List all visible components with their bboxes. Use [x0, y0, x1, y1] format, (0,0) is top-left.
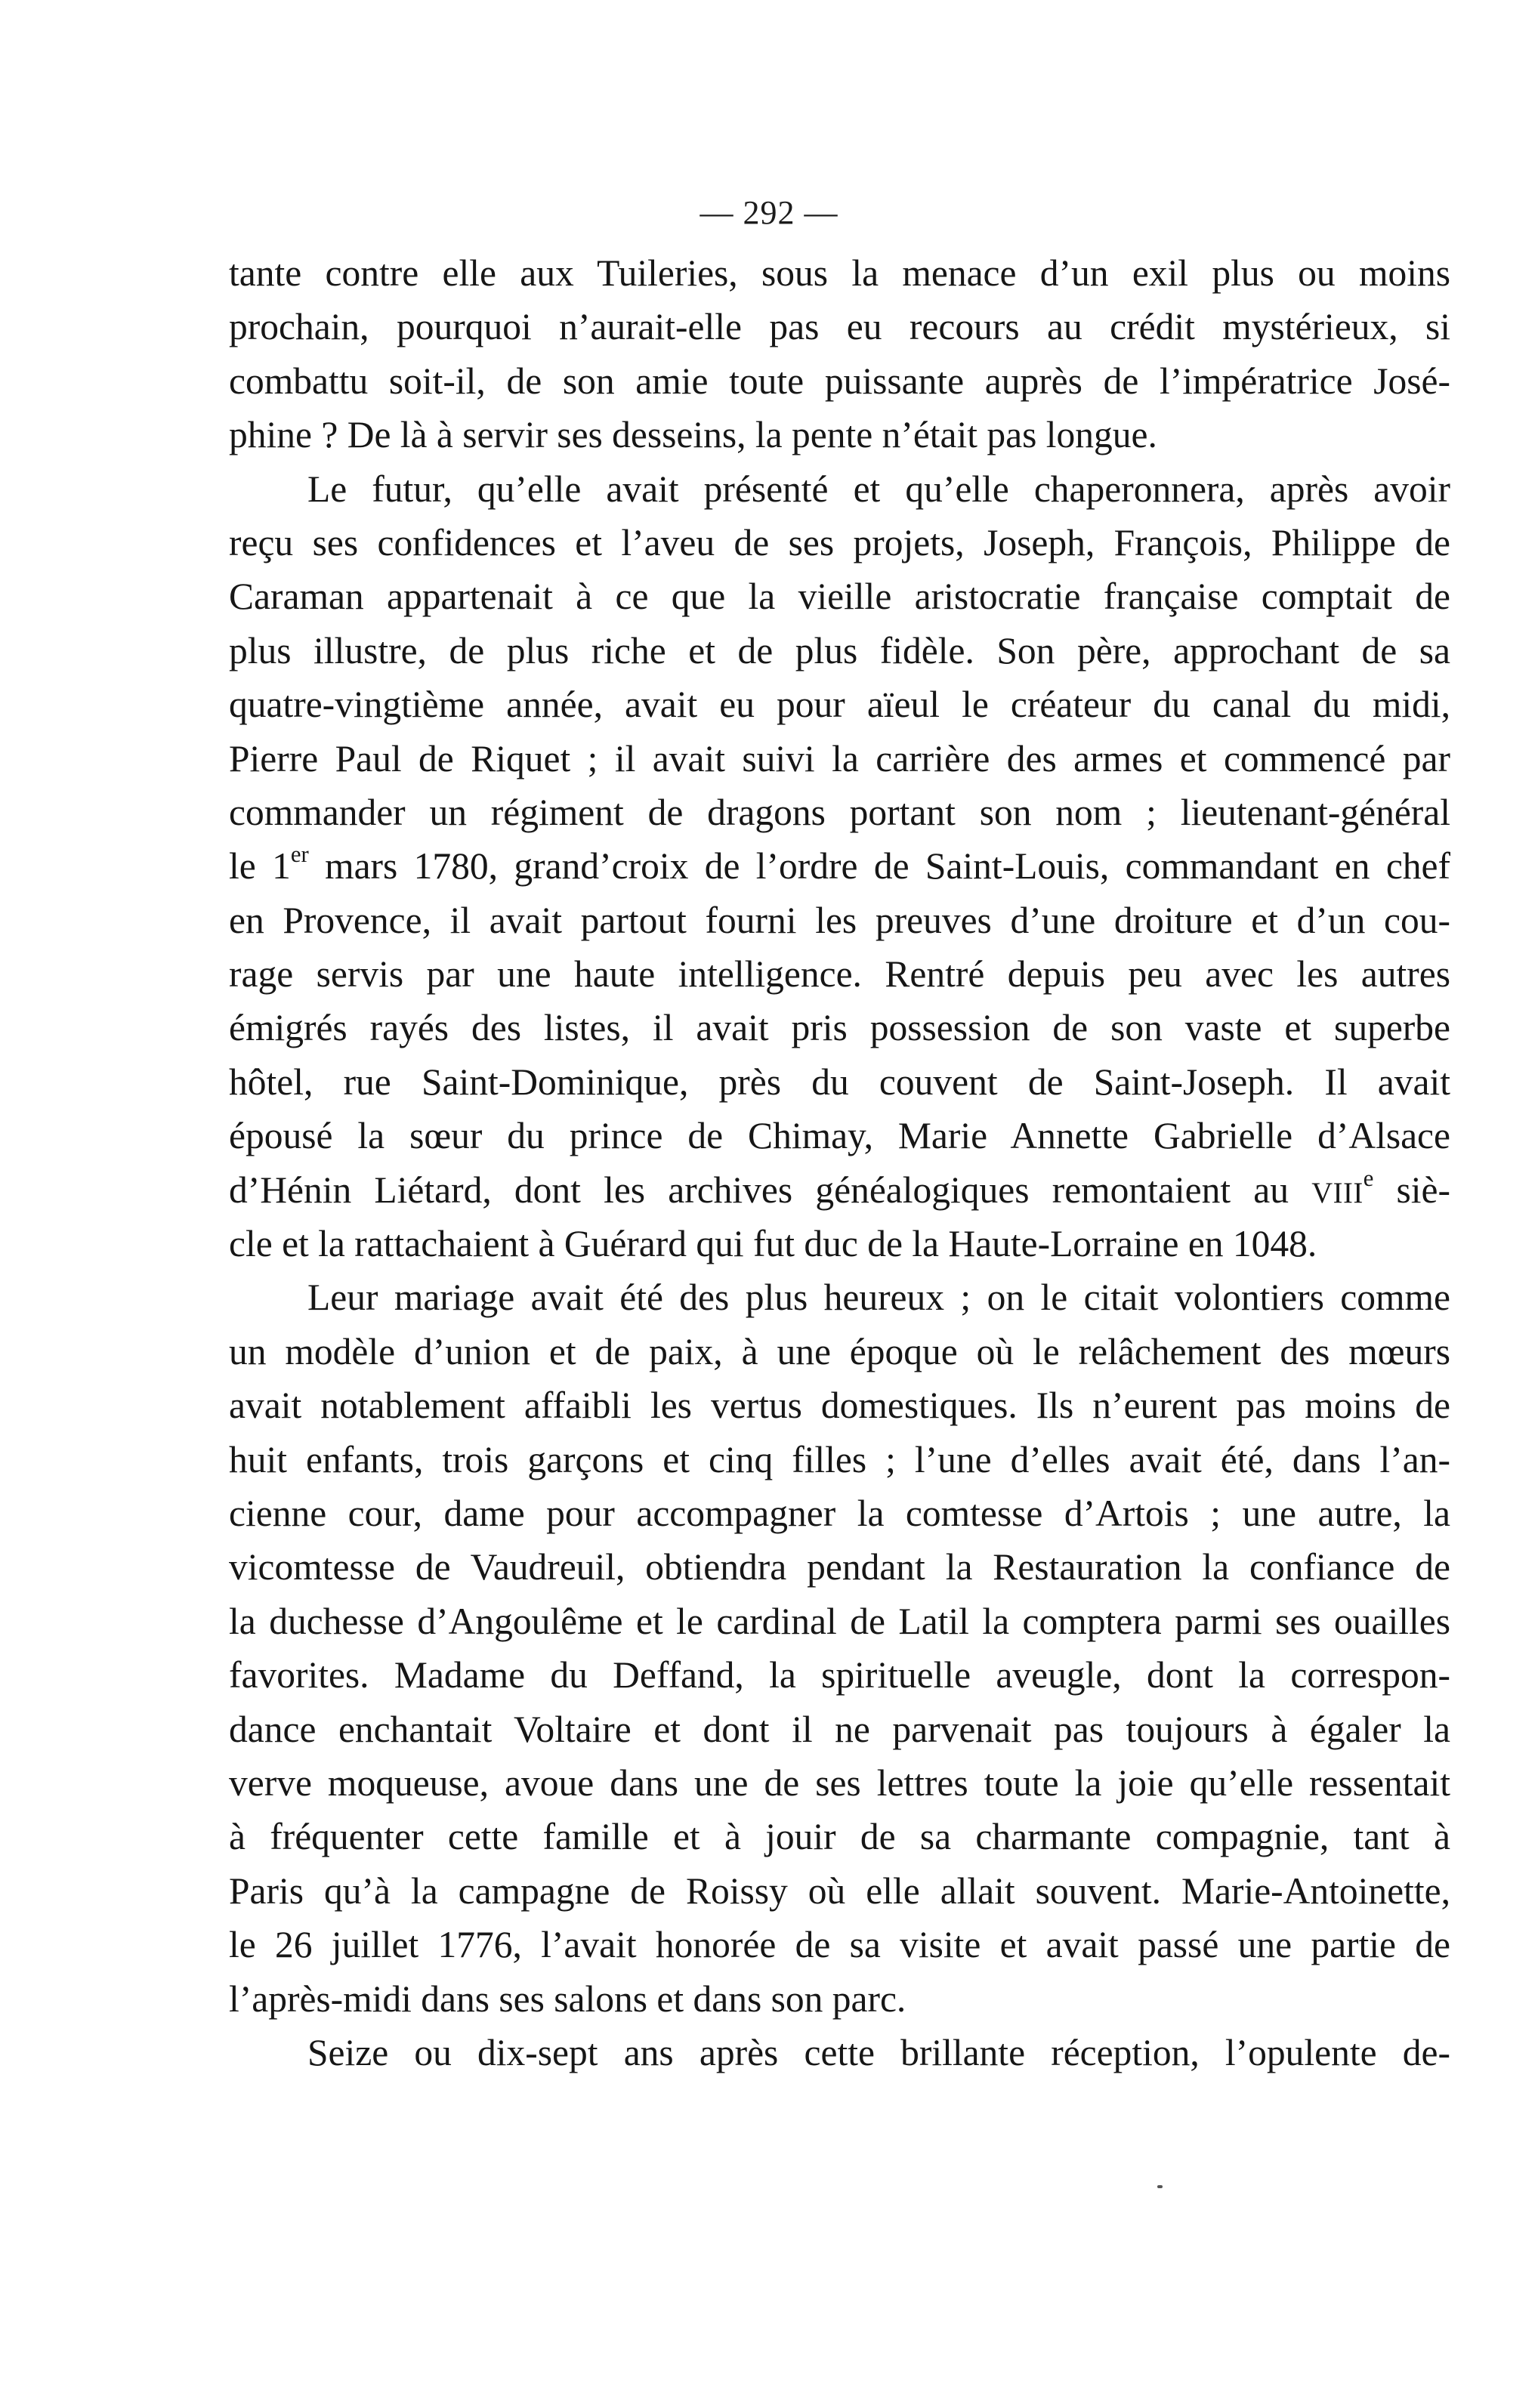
- text-line: hôtel, rue Saint-Dominique, près du couvent de Saint-Joseph. Il avait: [229, 1060, 1450, 1103]
- superscript: er: [290, 841, 309, 868]
- text-line: verve moqueuse, avoue dans une de ses lettres toute la joie qu’elle ressentait: [229, 1761, 1450, 1804]
- text-line: reçu ses confidences et l’aveu de ses projets, Joseph, François, Philippe de: [229, 521, 1450, 563]
- text-line: rage servis par une haute intelligence. Rentré depuis peu avec les autres: [229, 953, 1450, 996]
- text-line: à fréquenter cette famille et à jouir de sa charmante compagnie, tant à: [229, 1816, 1450, 1858]
- text-line: combattu soit-il, de son amie toute puissante auprès de l’impératrice José-: [229, 360, 1450, 402]
- text-line: la duchesse d’Angoulême et le cardinal de Latil la comptera parmi ses ouailles: [229, 1600, 1450, 1642]
- page-number: — 292 —: [700, 194, 838, 231]
- text-line: le 26 juillet 1776, l’avait honorée de sa visite et avait passé une partie de: [229, 1924, 1450, 1966]
- text-line: épousé la sœur du prince de Chimay, Marie Annette Gabrielle d’Alsace: [229, 1115, 1450, 1157]
- superscript: e: [1363, 1165, 1374, 1191]
- text-line: prochain, pourquoi n’aurait-elle pas eu recours au crédit mystérieux, si: [229, 306, 1450, 348]
- text-line: [229, 839, 1450, 893]
- text-line: quatre-vingtième année, avait eu pour aïeul le créateur du canal du midi,: [229, 684, 1450, 726]
- text-line: huit enfants, trois garçons et cinq filles ; l’une d’elles avait été, dans l’an-: [229, 1438, 1450, 1480]
- text-line: émigrés rayés des listes, il avait pris possession de son vaste et superbe: [229, 1007, 1450, 1049]
- text-line: Le futur, qu’elle avait présenté et qu’elle chaperonnera, après avoir: [307, 468, 1450, 510]
- text-segment: mars 1780, grand’croix de l’ordre de Saint-Louis, commandant en chef: [308, 845, 1450, 888]
- text-line: tante contre elle aux Tuileries, sous la menace d’un exil plus ou moins: [229, 252, 1450, 294]
- ink-speck: [1157, 2185, 1163, 2188]
- text-line: vicomtesse de Vaudreuil, obtiendra pendant la Restauration la confiance de: [229, 1546, 1450, 1588]
- text-line: Caraman appartenait à ce que la vieille aristocratie française comptait de: [229, 576, 1450, 618]
- text-line: commander un régiment de dragons portant son nom ; lieutenant-général: [229, 791, 1450, 833]
- text-segment: siè-: [1373, 1168, 1450, 1211]
- text-line: phine ? De là à servir ses desseins, la pente n’était pas longue.: [229, 414, 1157, 456]
- text-line: dance enchantait Voltaire et dont il ne parvenait pas toujours à égaler la: [229, 1708, 1450, 1750]
- text-line: Leur mariage avait été des plus heureux ; on le citait volontiers comme: [307, 1277, 1450, 1319]
- small-caps-numeral: VIII: [1311, 1177, 1364, 1209]
- text-line: avait notablement affaibli les vertus domestiques. Ils n’eurent pas moins de: [229, 1385, 1450, 1427]
- text-line: Paris qu’à la campagne de Roissy où elle allait souvent. Marie-Antoinette,: [229, 1869, 1450, 1912]
- text-line: un modèle d’union et de paix, à une époque où le relâchement des mœurs: [229, 1330, 1450, 1372]
- text-line: en Provence, il avait partout fourni les preuves d’une droiture et d’un cou-: [229, 899, 1450, 941]
- text-line: cle et la rattachaient à Guérard qui fut duc de la Haute-Lorraine en 1048.: [229, 1223, 1317, 1265]
- text-line: plus illustre, de plus riche et de plus fidèle. Son père, approchant de sa: [229, 629, 1450, 671]
- text-line: Seize ou dix-sept ans après cette brillante réception, l’opulente de-: [307, 2031, 1450, 2073]
- text-line: l’après-midi dans ses salons et dans son parc.: [229, 1977, 906, 2020]
- body-text: [229, 246, 1450, 2079]
- text-line: [229, 1163, 1450, 1217]
- text-segment: d’Hénin Liétard, dont les archives généalogiques remontaient au: [229, 1168, 1312, 1211]
- text-segment: le 1: [229, 845, 291, 888]
- text-line: favorites. Madame du Deffand, la spirituelle aveugle, dont la correspon-: [229, 1654, 1450, 1696]
- text-line: Pierre Paul de Riquet ; il avait suivi la carrière des armes et commencé par: [229, 737, 1450, 780]
- text-line: cienne cour, dame pour accompagner la comtesse d’Artois ; une autre, la: [229, 1492, 1450, 1534]
